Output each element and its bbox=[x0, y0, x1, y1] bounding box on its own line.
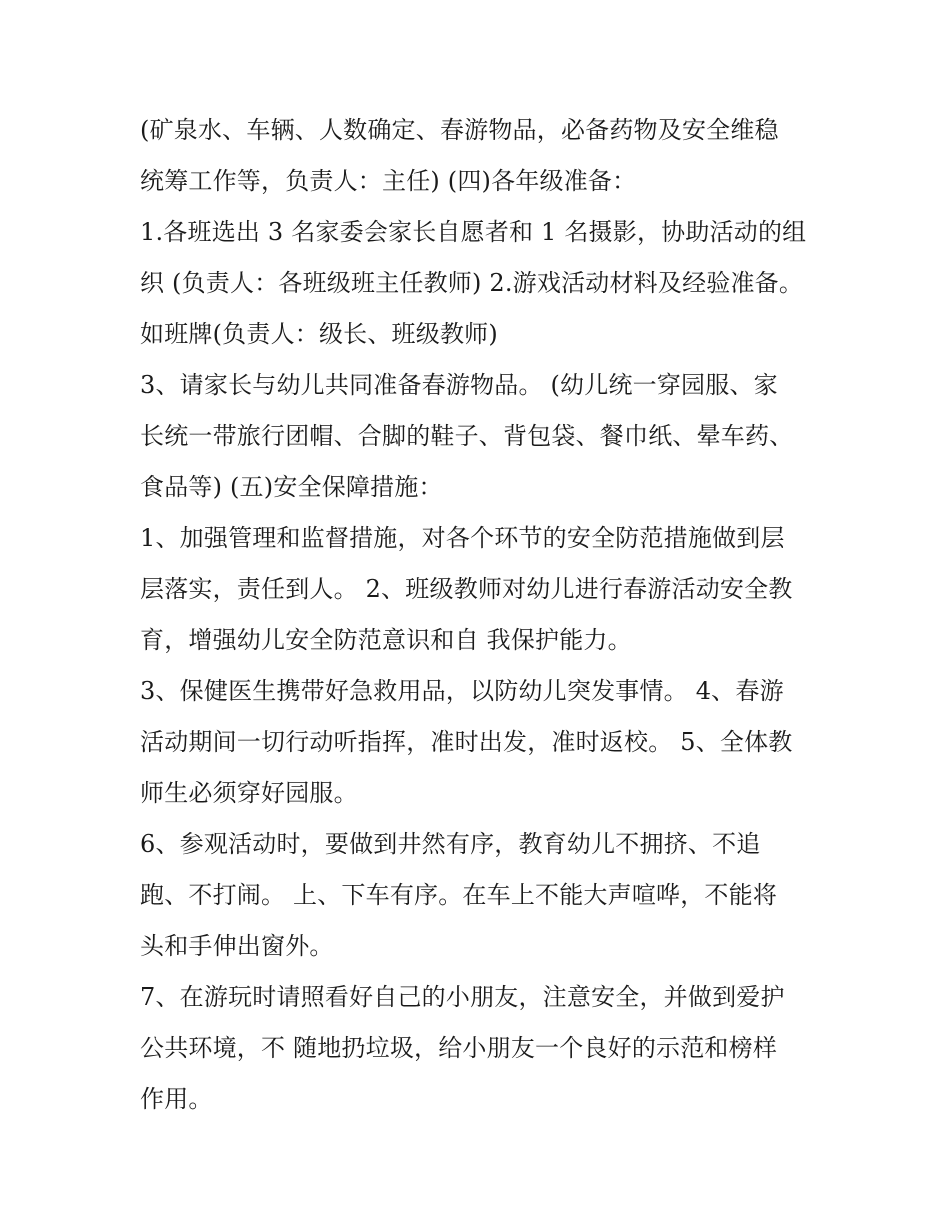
text-line: 育，增强幼儿安全防范意识和自 我保护能力。 bbox=[140, 626, 632, 654]
text-line: 层落实，责任到人。 2、班级教师对幼儿进行春游活动安全教 bbox=[140, 575, 793, 603]
text-line: 作用。 bbox=[140, 1085, 213, 1113]
text-line: 活动期间一切行动听指挥，准时出发，准时返校。 5、全体教 bbox=[140, 728, 793, 756]
text-line: 师生必须穿好园服。 bbox=[140, 779, 358, 807]
text-line: 3、请家长与幼儿共同准备春游物品。 (幼儿统一穿园服、家 bbox=[140, 371, 778, 399]
document-body bbox=[140, 105, 820, 1125]
text-line: 如班牌(负责人：级长、班级教师) bbox=[140, 320, 498, 348]
text-line: (矿泉水、车辆、人数确定、春游物品，必备药物及安全维稳 bbox=[140, 116, 779, 144]
text-line: 1、加强管理和监督措施，对各个环节的安全防范措施做到层 bbox=[140, 524, 785, 552]
text-line: 头和手伸出窗外。 bbox=[140, 932, 334, 960]
text-line: 跑、不打闹。 上、下车有序。在车上不能大声喧哗，不能将 bbox=[140, 881, 778, 909]
text-line: 6、参观活动时，要做到井然有序，教育幼儿不拥挤、不追 bbox=[140, 830, 761, 858]
text-line: 统筹工作等，负责人：主任) (四)各年级准备： bbox=[140, 167, 637, 195]
text-line: 7、在游玩时请照看好自己的小朋友，注意安全，并做到爱护 bbox=[140, 983, 785, 1011]
text-line: 食品等) (五)安全保障措施： bbox=[140, 473, 443, 501]
text-line: 3、保健医生携带好急救用品，以防幼儿突发事情。 4、春游 bbox=[140, 677, 784, 705]
text-line: 织 (负责人：各班级班主任教师) 2.游戏活动材料及经验准备。 bbox=[140, 269, 804, 297]
text-line: 长统一带旅行团帽、合脚的鞋子、背包袋、餐巾纸、晕车药、 bbox=[140, 422, 794, 450]
text-line: 1.各班选出 3 名家委会家长自愿者和 1 名摄影，协助活动的组 bbox=[140, 218, 807, 246]
text-line: 公共环境，不 随地扔垃圾，给小朋友一个良好的示范和榜样 bbox=[140, 1034, 778, 1062]
